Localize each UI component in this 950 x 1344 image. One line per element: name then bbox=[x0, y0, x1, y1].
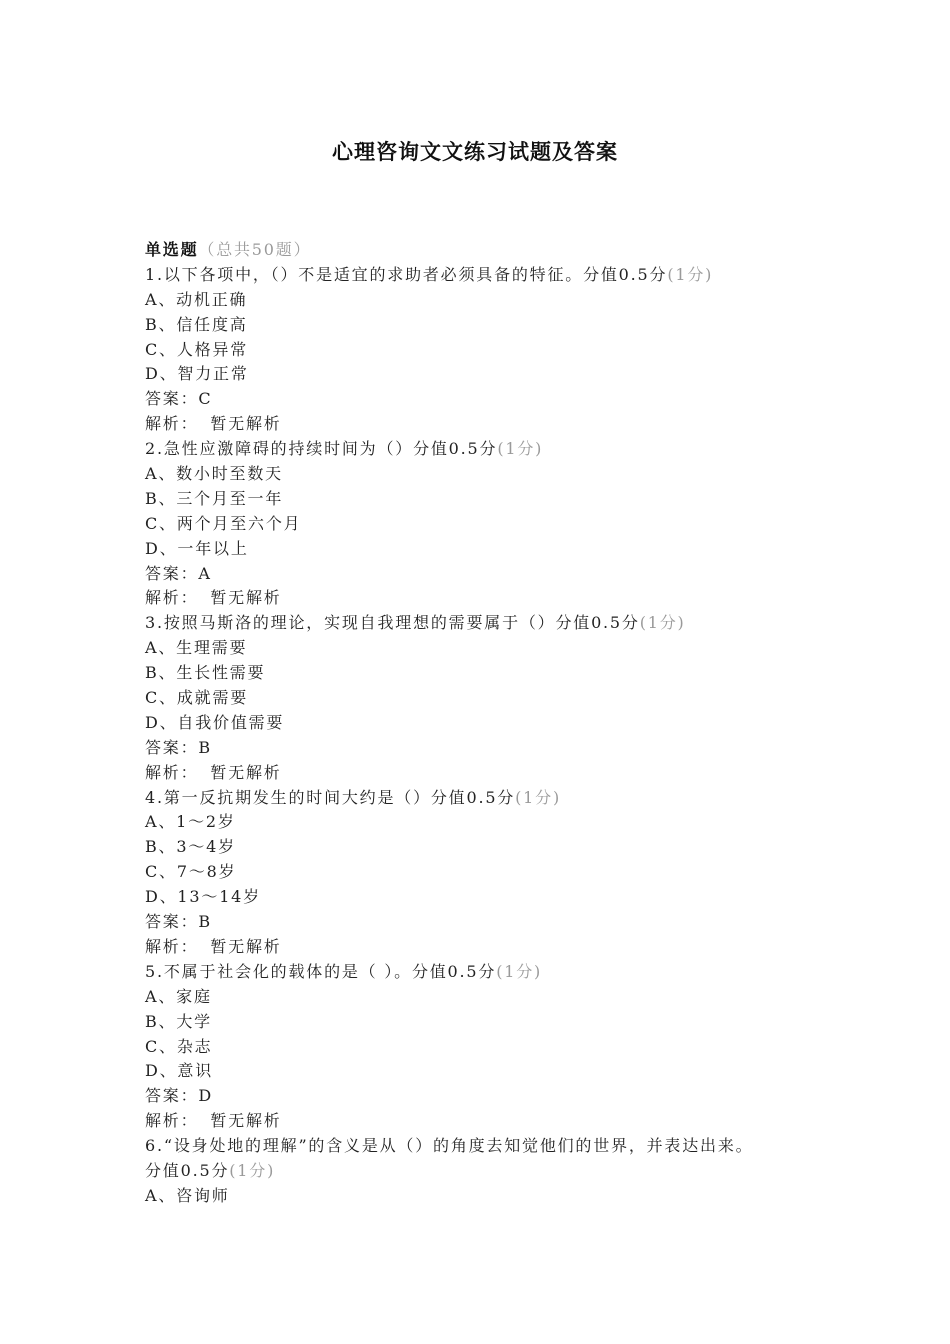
question-text: 5.不属于社会化的载体的是（ ）。分值0.5分 bbox=[145, 961, 497, 981]
analysis-text: 暂无解析 bbox=[210, 414, 282, 434]
answer: 答案：B bbox=[145, 737, 212, 757]
option-c: C、成就需要 bbox=[145, 688, 249, 708]
analysis bbox=[145, 412, 845, 437]
option-b: B、3～4岁 bbox=[145, 837, 236, 857]
question-stem bbox=[145, 263, 845, 288]
analysis-text: 暂无解析 bbox=[210, 588, 282, 608]
question-text: 3.按照马斯洛的理论，实现自我理想的需要属于（）分值0.5分 bbox=[145, 613, 640, 633]
option-b: B、信任度高 bbox=[145, 314, 248, 334]
answer: 答案：B bbox=[145, 912, 212, 932]
analysis-label: 解析： bbox=[145, 1111, 199, 1131]
question-stem bbox=[145, 960, 845, 985]
question-stem bbox=[145, 786, 845, 811]
option-a: A、生理需要 bbox=[145, 638, 248, 658]
analysis-text: 暂无解析 bbox=[210, 762, 282, 782]
question-points: (1分) bbox=[639, 613, 686, 633]
option-b: B、大学 bbox=[145, 1011, 212, 1031]
question-points: (1分) bbox=[229, 1160, 276, 1180]
option-d: D、意识 bbox=[145, 1061, 214, 1081]
question-stem: 6.“设身处地的理解”的含义是从（）的角度去知觉他们的世界，并表达出来。 bbox=[145, 1136, 754, 1156]
question-stem bbox=[145, 611, 845, 636]
section-heading bbox=[145, 238, 845, 263]
option-d: D、自我价值需要 bbox=[145, 712, 285, 732]
analysis bbox=[145, 761, 845, 786]
question-text: 1.以下各项中，（）不是适宜的求助者必须具备的特征。分值0.5分 bbox=[145, 264, 668, 284]
answer: 答案：A bbox=[145, 563, 212, 583]
option-c: C、杂志 bbox=[145, 1036, 213, 1056]
option-d: D、13～14岁 bbox=[145, 887, 261, 907]
question-points: (1分) bbox=[496, 961, 543, 981]
analysis-label: 解析： bbox=[145, 762, 199, 782]
question-stem-continued bbox=[145, 1159, 845, 1184]
option-a: A、数小时至数天 bbox=[145, 464, 283, 484]
analysis-text: 暂无解析 bbox=[210, 936, 282, 956]
option-a: A、咨询师 bbox=[145, 1185, 230, 1205]
option-d: D、一年以上 bbox=[145, 538, 249, 558]
question-points: (1分) bbox=[667, 264, 714, 284]
analysis bbox=[145, 586, 845, 611]
answer: 答案：C bbox=[145, 389, 213, 409]
question-text: 4.第一反抗期发生的时间大约是（）分值0.5分 bbox=[145, 787, 516, 807]
option-d: D、智力正常 bbox=[145, 364, 249, 384]
question-stem bbox=[145, 437, 845, 462]
page-title: 心理咨询文文练习试题及答案 bbox=[332, 139, 618, 164]
analysis-text: 暂无解析 bbox=[210, 1111, 282, 1131]
question-text: 分值0.5分 bbox=[145, 1160, 230, 1180]
question-points: (1分) bbox=[515, 787, 561, 807]
section-count: （总共50题） bbox=[198, 240, 312, 259]
answer: 答案：D bbox=[145, 1086, 214, 1106]
option-a: A、1～2岁 bbox=[145, 812, 236, 832]
option-a: A、家庭 bbox=[145, 986, 212, 1006]
analysis bbox=[145, 1109, 845, 1134]
question-text: 2.急性应激障碍的持续时间为（）分值0.5分 bbox=[145, 439, 498, 459]
analysis-label: 解析： bbox=[145, 936, 199, 956]
analysis-label: 解析： bbox=[145, 588, 199, 608]
option-a: A、动机正确 bbox=[145, 289, 248, 309]
section-name: 单选题 bbox=[145, 240, 199, 259]
option-c: C、两个月至六个月 bbox=[145, 513, 302, 533]
option-c: C、人格异常 bbox=[145, 339, 249, 359]
option-b: B、生长性需要 bbox=[145, 663, 266, 683]
question-list bbox=[145, 238, 845, 1209]
analysis bbox=[145, 935, 845, 960]
option-b: B、三个月至一年 bbox=[145, 488, 284, 508]
option-c: C、7～8岁 bbox=[145, 862, 237, 882]
question-points: (1分) bbox=[497, 439, 544, 459]
analysis-label: 解析： bbox=[145, 414, 199, 434]
